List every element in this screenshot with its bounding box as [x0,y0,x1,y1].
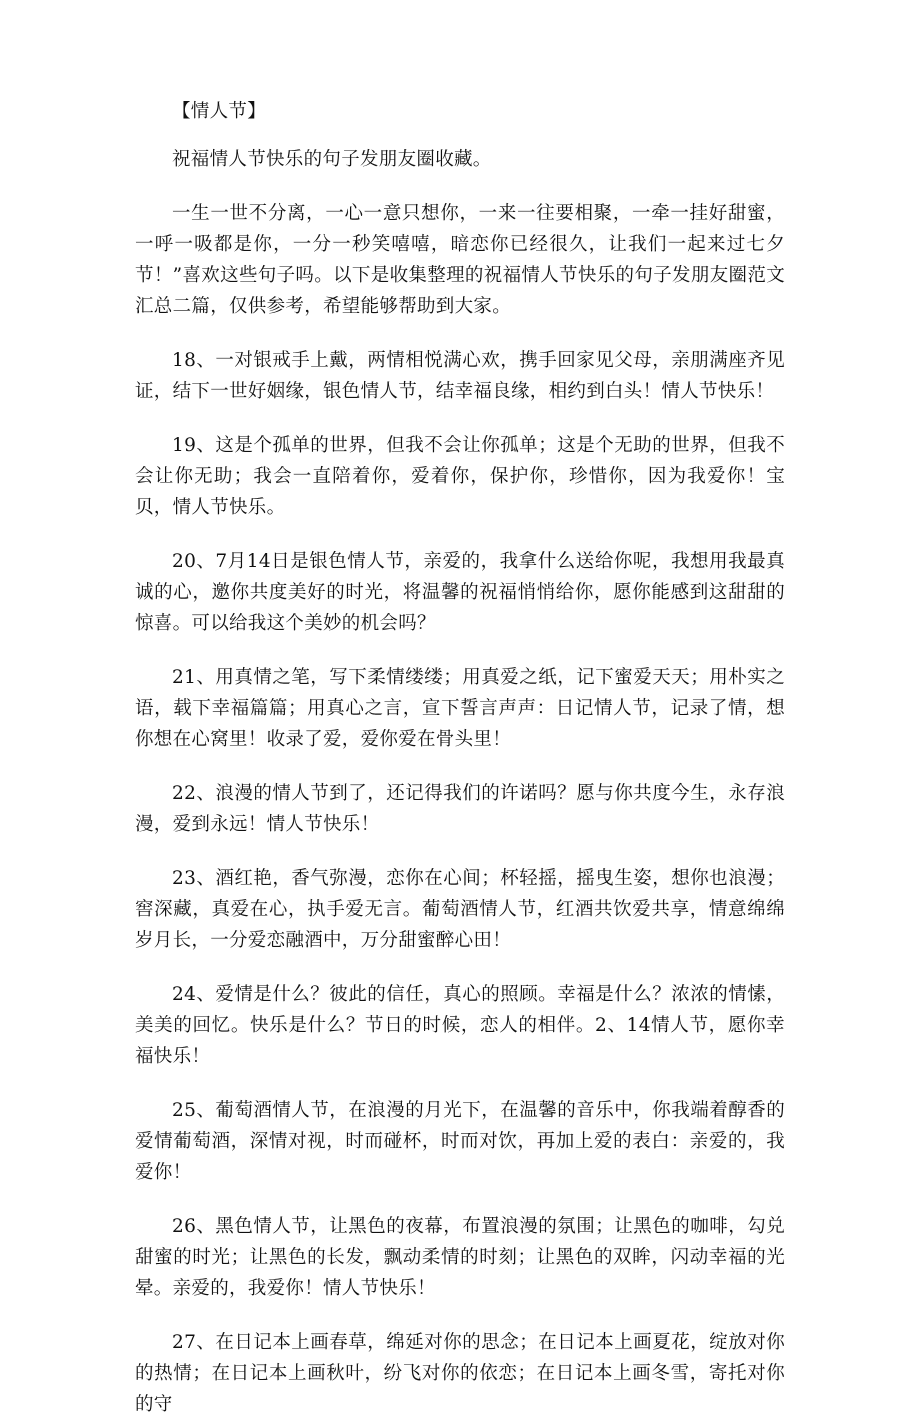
wish-item: 25、葡萄酒情人节，在浪漫的月光下，在温馨的音乐中，你我端着醇香的爱情葡萄酒，深情对视，时而碰杯，时而对饮，再加上爱的表白：亲爱的，我爱你！ [135,1100,785,1183]
document-page [135,96,785,1420]
wish-item: 23、酒红艳，香气弥漫，恋你在心间；杯轻摇，摇曳生姿，想你也浪漫；窖深藏，真爱在心，执手爱无言。葡萄酒情人节，红酒共饮爱共享，情意绵绵岁月长，一分爱恋融酒中，万分甜蜜醉心田！ [135,868,785,951]
section-title: 【情人节】 [172,101,267,122]
wish-item: 18、一对银戒手上戴，两情相悦满心欢，携手回家见父母，亲朋满座齐见证，结下一世好姻缘，银色情人节，结幸福良缘，相约到白头！情人节快乐！ [135,350,785,402]
wish-item: 22、浪漫的情人节到了，还记得我们的许诺吗？愿与你共度今生，永存浪漫，爱到永远！情人节快乐！ [135,783,785,835]
subtitle: 祝福情人节快乐的句子发朋友圈收藏。 [172,149,492,170]
intro-paragraph: 一生一世不分离，一心一意只想你，一来一往要相聚，一牵一挂好甜蜜，一呼一吸都是你，一分一秒笑嘻嘻，暗恋你已经很久，让我们一起来过七夕节！”喜欢这些句子吗。以下是收集整理的祝福情人节快乐的句子发朋友圈范文汇总二篇，仅供参考，希望能够帮助到大家。 [135,203,785,317]
wish-item: 20、7月14日是银色情人节，亲爱的，我拿什么送给你呢，我想用我最真诚的心，邀你共度美好的时光，将温馨的祝福悄悄给你，愿你能感到这甜甜的惊喜。可以给我这个美妙的机会吗？ [135,551,785,634]
wish-item: 21、用真情之笔，写下柔情缕缕；用真爱之纸，记下蜜爱天天；用朴实之语，载下幸福篇篇；用真心之言，宣下誓言声声：日记情人节，记录了情，想你想在心窝里！收录了爱，爱你爱在骨头里！ [135,667,785,750]
wish-item: 24、爱情是什么？彼此的信任，真心的照顾。幸福是什么？浓浓的情愫，美美的回忆。快乐是什么？节日的时候，恋人的相伴。2、14情人节，愿你幸福快乐！ [135,984,785,1067]
wish-item: 26、黑色情人节，让黑色的夜幕，布置浪漫的氛围；让黑色的咖啡，勾兑甜蜜的时光；让黑色的长发，飘动柔情的时刻；让黑色的双眸，闪动幸福的光晕。亲爱的，我爱你！情人节快乐！ [135,1216,785,1299]
wish-item: 19、这是个孤单的世界，但我不会让你孤单；这是个无助的世界，但我不会让你无助；我会一直陪着你，爱着你，保护你，珍惜你，因为我爱你！宝贝，情人节快乐。 [135,435,785,518]
wish-item: 27、在日记本上画春草，绵延对你的思念；在日记本上画夏花，绽放对你的热情；在日记本上画秋叶，纷飞对你的依恋；在日记本上画冬雪，寄托对你的守 [135,1332,785,1415]
